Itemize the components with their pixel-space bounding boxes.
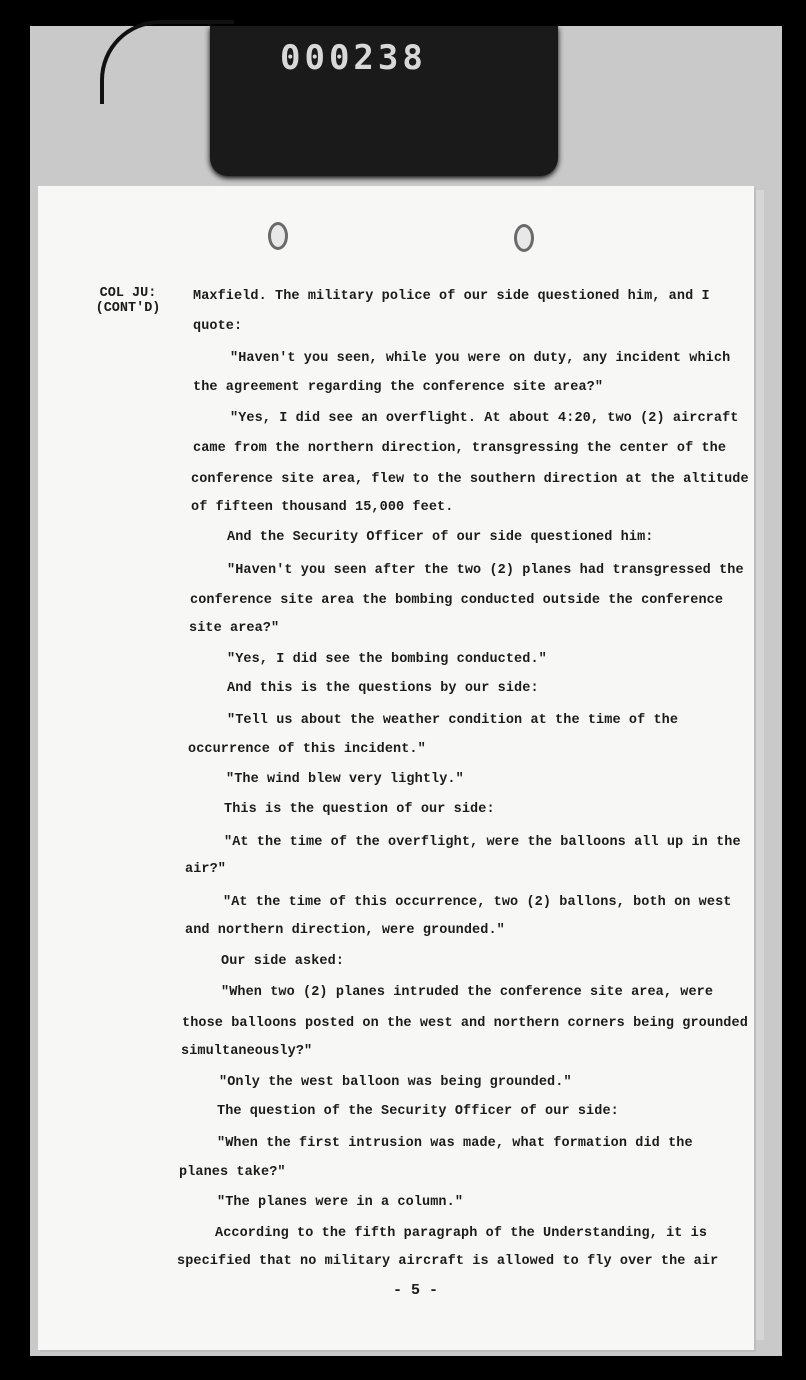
text-line: Our side asked:: [221, 954, 345, 969]
text-line: those balloons posted on the west and northern corners being grounded: [182, 1016, 748, 1031]
text-line: Maxfield. The military police of our side questioned him, and I: [193, 289, 710, 304]
text-line: "The planes were in a column.": [217, 1195, 464, 1210]
frame-counter: [210, 26, 558, 176]
text-line: "Tell us about the weather condition at the time of the: [227, 713, 679, 728]
text-line: air?": [185, 862, 227, 877]
text-line: And this is the questions by our side:: [227, 681, 539, 696]
text-line: "At the time of the overflight, were the balloons all up in the: [224, 835, 741, 850]
text-line: of fifteen thousand 15,000 feet.: [191, 500, 454, 515]
text-line: conference site area, flew to the southern direction at the altitude: [191, 472, 749, 487]
text-line: This is the question of our side:: [224, 802, 495, 817]
text-line: "Yes, I did see the bombing conducted.": [227, 652, 547, 667]
punch-hole-right: [514, 224, 534, 252]
text-line: specified that no military aircraft is allowed to fly over the air: [177, 1254, 719, 1269]
text-line: "When the first intrusion was made, what formation did the: [217, 1136, 693, 1151]
speaker-label: COL JU: (CONT'D): [95, 286, 161, 316]
document-page: [38, 186, 754, 1350]
text-line: "When two (2) planes intruded the conference site area, were: [221, 985, 714, 1000]
frame-counter-digits: 000238: [280, 38, 427, 78]
text-line: "The wind blew very lightly.": [226, 772, 464, 787]
text-line: "At the time of this occurrence, two (2) ballons, both on west: [223, 895, 732, 910]
text-line: "Only the west balloon was being grounded.": [219, 1075, 572, 1090]
punch-hole-left: [268, 222, 288, 250]
text-line: According to the fifth paragraph of the Understanding, it is: [215, 1226, 708, 1241]
text-line: occurrence of this incident.": [188, 742, 426, 757]
page-number: - 5 -: [393, 1282, 439, 1299]
text-line: "Yes, I did see an overflight. At about 4:20, two (2) aircraft: [230, 411, 739, 426]
text-line: simultaneously?": [181, 1044, 313, 1059]
text-line: The question of the Security Officer of our side:: [217, 1104, 619, 1119]
text-line: quote:: [193, 319, 243, 334]
text-line: And the Security Officer of our side questioned him:: [227, 530, 654, 545]
text-line: the agreement regarding the conference site area?": [193, 380, 604, 395]
text-line: planes take?": [179, 1165, 286, 1180]
text-line: "Haven't you seen, while you were on duty, any incident which: [230, 351, 731, 366]
text-line: conference site area the bombing conducted outside the conference: [190, 593, 724, 608]
text-line: and northern direction, were grounded.": [185, 923, 505, 938]
text-line: "Haven't you seen after the two (2) planes had transgressed the: [227, 563, 744, 578]
text-line: site area?": [189, 621, 280, 636]
text-line: came from the northern direction, transgressing the center of the: [193, 441, 727, 456]
